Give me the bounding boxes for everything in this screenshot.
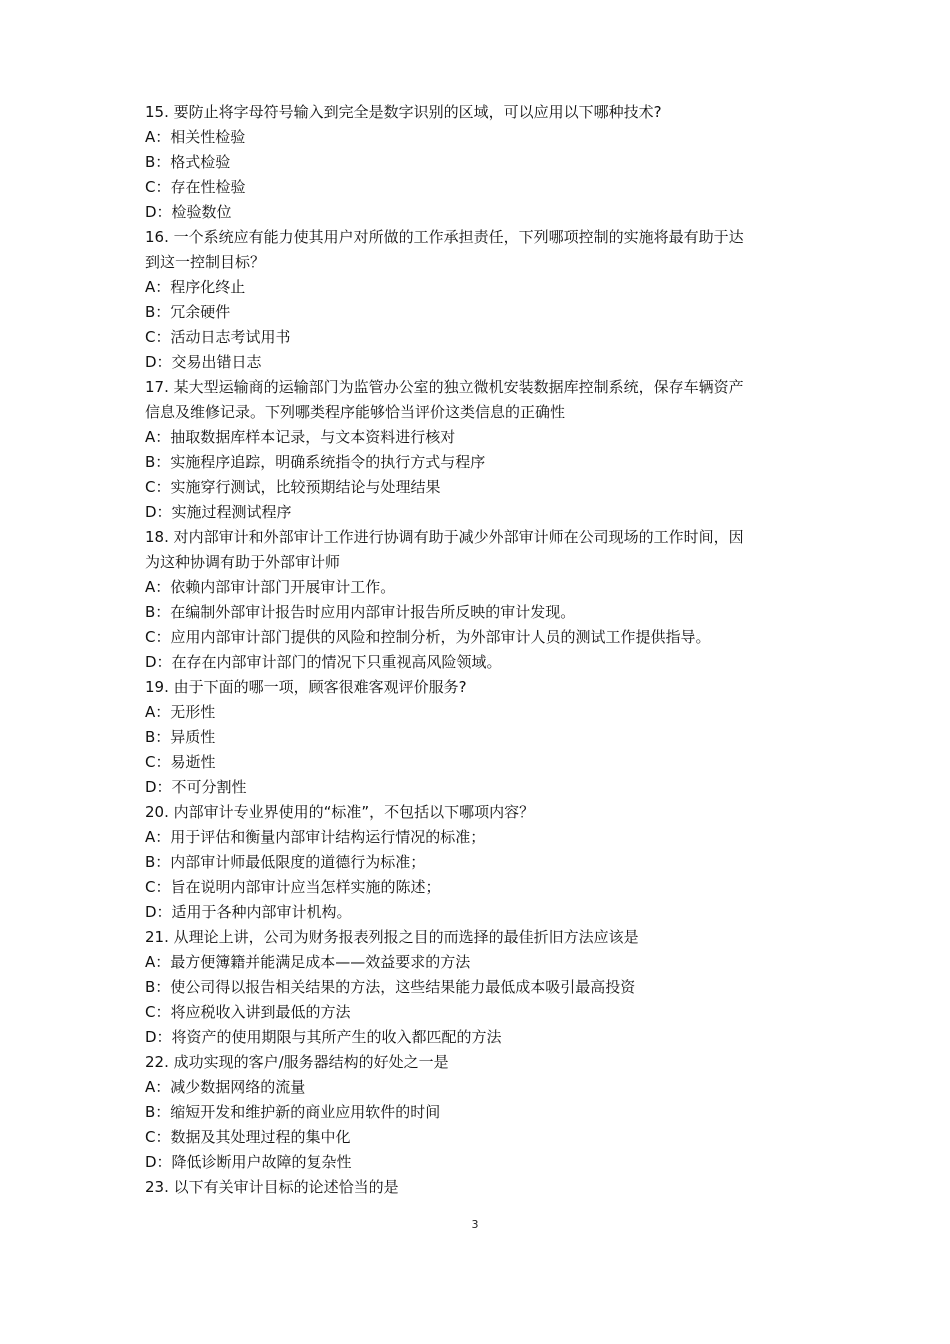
option-line: A：用于评估和衡量内部审计结构运行情况的标准；	[145, 828, 486, 846]
option-line: C：活动日志考试用书	[145, 328, 291, 346]
option-line: D：适用于各种内部审计机构。	[145, 903, 352, 921]
question-list	[145, 100, 815, 1200]
option-line: C：实施穿行测试，比较预期结论与处理结果	[145, 478, 441, 496]
option-line: A：依赖内部审计部门开展审计工作。	[145, 578, 396, 596]
option-line: D：将资产的使用期限与其所产生的收入都匹配的方法	[145, 1028, 502, 1046]
option-line: C：旨在说明内部审计应当怎样实施的陈述；	[145, 878, 441, 896]
option-line: A：程序化终止	[145, 278, 246, 296]
option-line: B：冗余硬件	[145, 303, 231, 321]
option-line: C：数据及其处理过程的集中化	[145, 1128, 351, 1146]
question-line: 21. 从理论上讲，公司为财务报表列报之目的而选择的最佳折旧方法应该是	[145, 928, 639, 946]
option-line: B：异质性	[145, 728, 216, 746]
option-line: B：格式检验	[145, 153, 231, 171]
option-line: D：检验数位	[145, 203, 232, 221]
option-line: C：将应税收入讲到最低的方法	[145, 1003, 351, 1021]
question-line: 22. 成功实现的客户/服务器结构的好处之一是	[145, 1053, 449, 1071]
option-line: B：内部审计师最低限度的道德行为标准；	[145, 853, 426, 871]
question-line: 18. 对内部审计和外部审计工作进行协调有助于减少外部审计师在公司现场的工作时间，因	[145, 528, 744, 546]
page-number: 3	[471, 1218, 479, 1231]
option-line: D：实施过程测试程序	[145, 503, 292, 521]
question-line: 15. 要防止将字母符号输入到完全是数字识别的区域，可以应用以下哪种技术?	[145, 103, 662, 121]
option-line: D：交易出错日志	[145, 353, 262, 371]
option-line: C：存在性检验	[145, 178, 246, 196]
question-line: 23. 以下有关审计目标的论述恰当的是	[145, 1178, 399, 1196]
option-line: B：缩短开发和维护新的商业应用软件的时间	[145, 1103, 441, 1121]
option-line: A：减少数据网络的流量	[145, 1078, 306, 1096]
option-line: B：使公司得以报告相关结果的方法，这些结果能力最低成本吸引最高投资	[145, 978, 636, 996]
option-line: D：不可分割性	[145, 778, 247, 796]
question-continuation-line: 到这一控制目标？	[145, 253, 266, 271]
option-line: B：在编制外部审计报告时应用内部审计报告所反映的审计发现。	[145, 603, 576, 621]
question-line: 19. 由于下面的哪一项，顾客很难客观评价服务?	[145, 678, 467, 696]
option-line: A：抽取数据库样本记录，与文本资料进行核对	[145, 428, 456, 446]
option-line: C：易逝性	[145, 753, 216, 771]
option-line: A：最方便簿籍并能满足成本——效益要求的方法	[145, 953, 471, 971]
option-line: A：无形性	[145, 703, 216, 721]
question-continuation-line: 信息及维修记录。下列哪类程序能够恰当评价这类信息的正确性	[145, 403, 566, 421]
question-line: 17. 某大型运输商的运输部门为监管办公室的独立微机安装数据库控制系统，保存车辆资产	[145, 378, 744, 396]
option-line: D：在存在内部审计部门的情况下只重视高风险领域。	[145, 653, 502, 671]
question-continuation-line: 为这种协调有助于外部审计师	[145, 553, 341, 571]
option-line: B：实施程序追踪，明确系统指令的执行方式与程序	[145, 453, 486, 471]
option-line: D：降低诊断用户故障的复杂性	[145, 1153, 352, 1171]
option-line: A：相关性检验	[145, 128, 246, 146]
question-line: 20. 内部审计专业界使用的“标准”，不包括以下哪项内容？	[145, 803, 535, 821]
question-line: 16. 一个系统应有能力使其用户对所做的工作承担责任，下列哪项控制的实施将最有助于达	[145, 228, 744, 246]
option-line: C：应用内部审计部门提供的风险和控制分析，为外部审计人员的测试工作提供指导。	[145, 628, 711, 646]
